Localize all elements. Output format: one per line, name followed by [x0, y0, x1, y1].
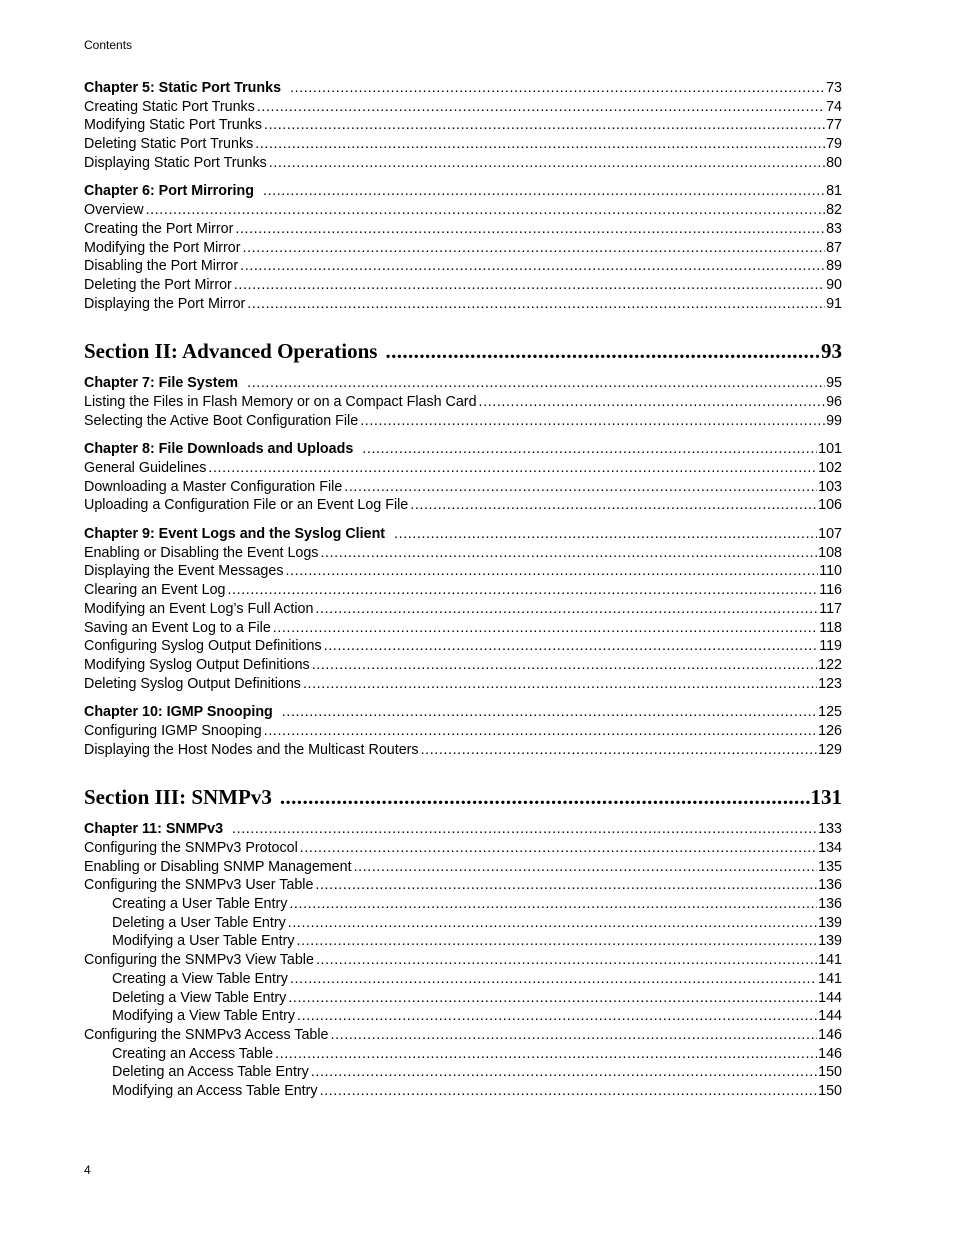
toc-page-number: 126 [818, 722, 842, 739]
toc-title: Deleting a View Table Entry [112, 989, 287, 1006]
toc-entry-row[interactable] [84, 220, 842, 239]
toc-page-number: 83 [826, 220, 842, 237]
toc-chapter-row[interactable] [84, 440, 842, 459]
toc-page-number: 150 [818, 1064, 842, 1081]
toc-title: Modifying an Event Log’s Full Action [84, 600, 314, 617]
dot-leader [275, 1045, 817, 1064]
toc-entry-row[interactable] [84, 839, 842, 858]
toc-page-number: 129 [818, 741, 842, 758]
toc-title: Displaying the Event Messages [84, 563, 284, 580]
dot-leader [315, 600, 818, 619]
table-of-contents [84, 79, 842, 1101]
dot-leader [264, 116, 825, 135]
toc-title: Creating an Access Table [112, 1045, 274, 1062]
toc-page-number: 123 [818, 675, 842, 692]
dot-leader [263, 182, 825, 201]
toc-title: Modifying Syslog Output Definitions [84, 656, 310, 673]
toc-entry-row[interactable] [84, 722, 842, 741]
toc-title: Clearing an Event Log [84, 582, 226, 599]
toc-title: Enabling or Disabling the Event Logs [84, 544, 319, 561]
dot-leader [240, 257, 825, 276]
dot-leader [315, 876, 817, 895]
toc-chapter-row[interactable] [84, 374, 842, 393]
toc-page-number: 81 [826, 183, 842, 200]
toc-entry-row[interactable] [84, 201, 842, 220]
toc-page-number: 79 [826, 136, 842, 153]
toc-page-number: 77 [826, 117, 842, 134]
toc-entry-row[interactable] [84, 741, 842, 760]
toc-page-number: 141 [818, 970, 842, 987]
dot-leader [290, 79, 825, 98]
toc-page-number: 102 [818, 460, 842, 476]
toc-page-number: 82 [826, 202, 842, 219]
dot-leader [324, 637, 819, 656]
toc-section-heading[interactable] [84, 338, 842, 364]
toc-page-number: 136 [818, 896, 842, 913]
dot-leader [288, 989, 817, 1008]
toc-title: Overview [84, 202, 144, 219]
toc-title: Deleting a User Table Entry [112, 914, 286, 931]
toc-entry-row[interactable] [84, 581, 842, 600]
toc-chapter-row[interactable] [84, 79, 842, 98]
dot-leader [297, 932, 818, 951]
toc-page-number: 103 [818, 478, 842, 495]
toc-subentry-row[interactable] [84, 932, 842, 951]
toc-subentry-row[interactable] [84, 989, 842, 1008]
toc-page-number: 106 [818, 497, 842, 514]
toc-title: Chapter 5: Static Port Trunks [84, 80, 282, 96]
toc-title: Downloading a Master Configuration File [84, 478, 343, 495]
dot-leader [146, 201, 826, 220]
toc-entry-row[interactable] [84, 239, 842, 258]
toc-title: Modifying Static Port Trunks [84, 117, 262, 134]
toc-title: Deleting the Port Mirror [84, 276, 232, 293]
toc-page-number: 122 [818, 656, 842, 673]
toc-chapter-row[interactable] [84, 820, 842, 839]
toc-page-number: 101 [818, 441, 842, 458]
toc-title: Selecting the Active Boot Configuration File [84, 412, 359, 429]
toc-title: Disabling the Port Mirror [84, 258, 239, 275]
toc-title: Creating a View Table Entry [112, 970, 288, 987]
toc-title: Deleting Static Port Trunks [84, 136, 254, 153]
toc-subentry-row[interactable] [84, 895, 842, 914]
toc-page-number: 139 [818, 933, 842, 950]
toc-entry-row[interactable] [84, 951, 842, 970]
dot-leader [410, 496, 817, 515]
dot-leader [264, 722, 817, 741]
toc-page-number: 99 [826, 412, 842, 429]
toc-title: Configuring the SNMPv3 User Table [84, 877, 314, 894]
dot-leader [311, 1063, 817, 1082]
dot-leader [344, 478, 817, 497]
toc-entry-row[interactable] [84, 876, 842, 895]
toc-title: Listing the Files in Flash Memory or on a Compact Flash Card [84, 393, 477, 410]
dot-leader [208, 459, 817, 478]
toc-title: Configuring IGMP Snooping [84, 722, 262, 739]
toc-page-number: 89 [826, 258, 842, 275]
toc-title: Enabling or Disabling SNMP Management [84, 858, 352, 875]
toc-entry-row[interactable] [84, 600, 842, 619]
toc-entry-row[interactable] [84, 116, 842, 135]
toc-page-number: 96 [826, 393, 842, 410]
toc-page-number: 131 [810, 785, 842, 810]
dot-leader [227, 581, 818, 600]
toc-subentry-row[interactable] [84, 1082, 842, 1101]
dot-leader [232, 820, 817, 839]
toc-entry-row[interactable] [84, 154, 842, 173]
toc-title: Modifying the Port Mirror [84, 239, 241, 256]
toc-title: Chapter 10: IGMP Snooping [84, 704, 273, 721]
toc-page-number: 74 [826, 98, 842, 115]
dot-leader [282, 703, 817, 722]
toc-page-number: 119 [819, 638, 842, 655]
toc-page-number: 141 [818, 952, 842, 969]
toc-page-number: 144 [818, 989, 842, 1006]
dot-leader [479, 393, 826, 412]
toc-title: Configuring the SNMPv3 Protocol [84, 840, 298, 856]
dot-leader [331, 1026, 818, 1045]
dot-leader [362, 440, 817, 459]
dot-leader [234, 276, 825, 295]
toc-page-number: 150 [818, 1082, 842, 1099]
toc-title: General Guidelines [84, 460, 207, 476]
toc-page-number: 95 [826, 375, 842, 392]
toc-page-number: 144 [818, 1008, 842, 1025]
toc-chapter-row[interactable] [84, 703, 842, 722]
toc-title: Uploading a Configuration File or an Event Log File [84, 497, 409, 514]
dot-leader [316, 951, 817, 970]
toc-title: Deleting Syslog Output Definitions [84, 675, 301, 692]
toc-title: Chapter 7: File System [84, 375, 239, 392]
toc-entry-row[interactable] [84, 393, 842, 412]
toc-title: Modifying a User Table Entry [112, 933, 295, 950]
dot-leader [247, 374, 825, 393]
dot-leader [235, 220, 825, 239]
toc-page-number: 93 [821, 339, 842, 364]
toc-page-number: 91 [826, 295, 842, 312]
dot-leader [385, 338, 820, 364]
toc-entry-row[interactable] [84, 496, 842, 515]
toc-title: Section II: Advanced Operations [84, 339, 378, 364]
toc-page-number: 108 [818, 544, 842, 561]
dot-leader [360, 412, 825, 431]
toc-page-number: 134 [818, 840, 842, 856]
toc-entry-row[interactable] [84, 276, 842, 295]
toc-title: Chapter 9: Event Logs and the Syslog Client [84, 526, 386, 543]
toc-title: Displaying Static Port Trunks [84, 154, 267, 171]
toc-entry-row[interactable] [84, 858, 842, 877]
dot-leader [280, 784, 810, 810]
dot-leader [285, 562, 818, 581]
toc-page-number: 80 [826, 154, 842, 171]
toc-subentry-row[interactable] [84, 914, 842, 933]
toc-entry-row[interactable] [84, 459, 842, 478]
toc-title: Chapter 6: Port Mirroring [84, 183, 254, 200]
toc-page-number: 146 [818, 1026, 842, 1043]
toc-page-number: 146 [818, 1045, 842, 1062]
toc-title: Displaying the Host Nodes and the Multicast Routers [84, 741, 419, 758]
toc-title: Modifying a View Table Entry [112, 1008, 296, 1025]
dot-leader [289, 895, 817, 914]
toc-title: Creating a User Table Entry [112, 896, 288, 913]
toc-page-number: 110 [819, 563, 842, 580]
toc-page-number: 125 [818, 704, 842, 721]
toc-entry-row[interactable] [84, 257, 842, 276]
toc-page-number: 90 [826, 276, 842, 293]
dot-leader [255, 135, 825, 154]
toc-page-number: 135 [818, 858, 842, 875]
toc-subentry-row[interactable] [84, 1063, 842, 1082]
toc-page-number: 139 [818, 914, 842, 931]
toc-title: Modifying an Access Table Entry [112, 1082, 318, 1099]
toc-chapter-row[interactable] [84, 182, 842, 201]
toc-title: Chapter 11: SNMPv3 [84, 821, 224, 838]
toc-page-number: 133 [818, 821, 842, 838]
toc-title: Configuring the SNMPv3 View Table [84, 952, 314, 969]
toc-entry-row[interactable] [84, 1026, 842, 1045]
dot-leader [269, 154, 825, 173]
toc-page-number: 107 [818, 526, 842, 543]
toc-entry-row[interactable] [84, 295, 842, 314]
toc-title: Configuring Syslog Output Definitions [84, 638, 322, 655]
running-header: Contents [84, 38, 133, 52]
toc-title: Saving an Event Log to a File [84, 619, 271, 636]
toc-page-number: 116 [819, 582, 842, 599]
toc-title: Configuring the SNMPv3 Access Table [84, 1026, 329, 1043]
dot-leader [273, 619, 818, 638]
toc-entry-row[interactable] [84, 637, 842, 656]
toc-entry-row[interactable] [84, 412, 842, 431]
dot-leader [288, 914, 817, 933]
dot-leader [297, 1007, 817, 1026]
dot-leader [312, 656, 817, 675]
toc-title: Displaying the Port Mirror [84, 295, 246, 312]
dot-leader [243, 239, 826, 258]
toc-page-number: 118 [819, 619, 842, 636]
toc-entry-row[interactable] [84, 656, 842, 675]
dot-leader [257, 98, 825, 117]
toc-section-heading[interactable] [84, 784, 842, 810]
dot-leader [354, 858, 818, 877]
dot-leader [421, 741, 818, 760]
toc-title: Creating Static Port Trunks [84, 98, 255, 115]
toc-entry-row[interactable] [84, 544, 842, 563]
toc-subentry-row[interactable] [84, 1007, 842, 1026]
toc-entry-row[interactable] [84, 135, 842, 154]
dot-leader [394, 525, 817, 544]
toc-entry-row[interactable] [84, 619, 842, 638]
dot-leader [300, 839, 817, 858]
toc-subentry-row[interactable] [84, 1045, 842, 1064]
toc-entry-row[interactable] [84, 478, 842, 497]
dot-leader [320, 1082, 818, 1101]
toc-title: Deleting an Access Table Entry [112, 1064, 309, 1081]
toc-title: Creating the Port Mirror [84, 220, 234, 237]
toc-page-number: 73 [826, 80, 842, 96]
toc-page-number: 117 [819, 600, 842, 617]
toc-entry-row[interactable] [84, 675, 842, 694]
toc-title: Chapter 8: File Downloads and Uploads [84, 441, 354, 458]
toc-chapter-row[interactable] [84, 525, 842, 544]
dot-leader [320, 544, 817, 563]
toc-entry-row[interactable] [84, 98, 842, 117]
toc-subentry-row[interactable] [84, 970, 842, 989]
toc-entry-row[interactable] [84, 562, 842, 581]
toc-page-number: 136 [818, 877, 842, 894]
page-number: 4 [84, 1163, 91, 1177]
dot-leader [303, 675, 817, 694]
toc-title: Section III: SNMPv3 [84, 785, 272, 810]
dot-leader [247, 295, 825, 314]
toc-page-number: 87 [826, 239, 842, 256]
dot-leader [290, 970, 817, 989]
